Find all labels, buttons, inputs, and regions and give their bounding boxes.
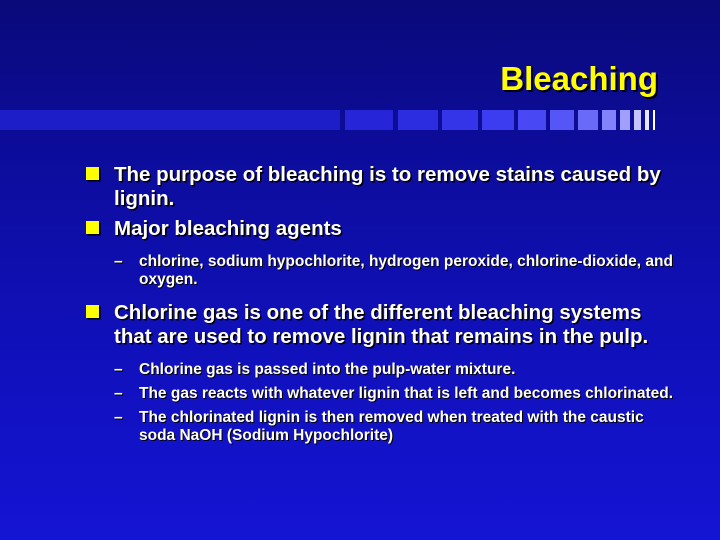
dash-bullet-icon: – [114,409,123,426]
slide-body [84,163,684,445]
sub-bullet-item [84,253,684,289]
bullet-item [84,301,684,349]
sub-bullet-text: Chlorine gas is passed into the pulp-water mixture. [139,361,516,378]
bullet-item [84,163,684,211]
sub-bullet-text: The chlorinated lignin is then removed when treated with the caustic soda NaOH (Sodium Hypochlorite) [139,409,644,444]
bullet-text: Major bleaching agents [114,217,342,240]
slide-title: Bleaching [500,60,658,97]
sub-bullet-text: chlorine, sodium hypochlorite, hydrogen peroxide, chlorine-dioxide, and oxygen. [139,253,673,288]
sub-bullet-text: The gas reacts with whatever lignin that is left and becomes chlorinated. [139,385,674,402]
bullet-text: The purpose of bleaching is to remove stains caused by lignin. [114,163,661,210]
dash-bullet-icon: – [114,361,123,378]
square-bullet-icon [86,221,99,234]
bullet-item [84,217,684,241]
dash-bullet-icon: – [114,385,123,402]
bullet-text: Chlorine gas is one of the different bleaching systems that are used to remove lignin that remains in the pulp. [114,301,649,348]
square-bullet-icon [86,167,99,180]
sub-bullet-item [84,361,684,379]
dash-bullet-icon: – [114,253,123,270]
sub-bullet-item [84,409,684,445]
sub-bullet-item [84,385,684,403]
square-bullet-icon [86,305,99,318]
